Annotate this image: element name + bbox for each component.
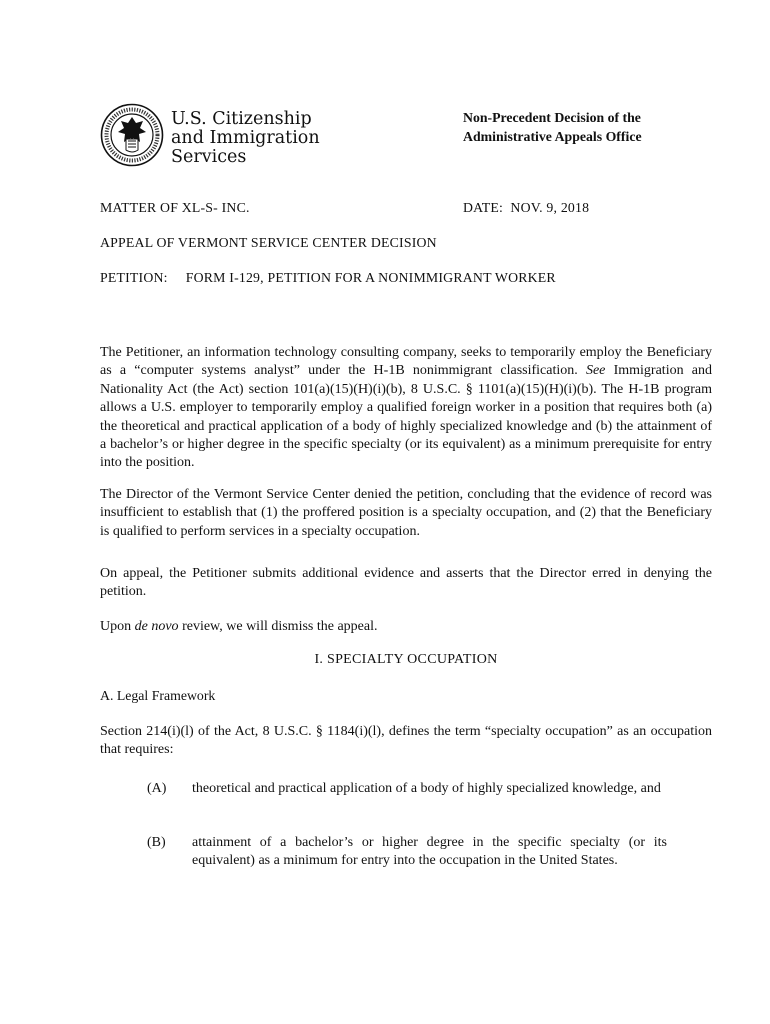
petition-line (100, 270, 556, 286)
date-label: DATE: (463, 200, 504, 215)
paragraph-intro-text-a: The Petitioner, an information technology consulting company, seeks to temporarily employ the Beneficiary as a “computer systems analyst” under the H-1B nonimmigrant classification. (100, 345, 712, 379)
agency-name (171, 110, 320, 167)
decision-type-line-2: Administrative Appeals Office (463, 129, 642, 144)
list-item-marker: (A) (147, 781, 167, 796)
disposition-text-a: Upon (100, 619, 135, 634)
paragraph-appeal: On appeal, the Petitioner submits additional evidence and asserts that the Director erred in denying the petition. (100, 566, 712, 600)
appeal-of: APPEAL OF VERMONT SERVICE CENTER DECISION (100, 235, 437, 250)
decision-type-line-1: Non-Precedent Decision of the (463, 110, 641, 125)
decision-type (463, 108, 642, 146)
paragraph-disposition (100, 618, 712, 636)
paragraph-intro-text-b: Immigration and Nationality Act (the Act) section 101(a)(15)(H)(i)(b), 8 U.S.C. § 1101(a)(15)(H)(i)(b). The H-1B program allows a U.S. employer to temporarily employ a qualified foreign worker in a position that requires both (a) the theoretical and practical application of a body of highly specialized knowledge and (b) the attainment of a bachelor’s or higher degree in the specific specialty (or its equivalent) as a minimum prerequisite for entry into the position. (100, 363, 712, 471)
agency-line-2: and Immigration (171, 128, 320, 148)
de-novo-term: de novo (134, 619, 179, 634)
paragraph-director-denial: The Director of the Vermont Service Center denied the petition, concluding that the evidence of record was insufficient to establish that (1) the proffered position is a specialty occupation, and (2) that the Beneficiary is qualified to perform services in a specialty occupation. (100, 487, 712, 539)
list-item-marker: (B) (147, 835, 166, 850)
see-signal: See (585, 363, 606, 379)
date-value: NOV. 9, 2018 (510, 200, 590, 215)
dhs-seal-icon (100, 103, 164, 167)
paragraph-definition: Section 214(i)(l) of the Act, 8 U.S.C. § 1184(i)(l), defines the term “specialty occupation” as an occupation that requires: (100, 724, 712, 758)
petition-form: FORM I-129, PETITION FOR A NONIMMIGRANT WORKER (185, 270, 556, 285)
list-item-text: theoretical and practical application of a body of highly specialized knowledge, and (192, 781, 661, 796)
decision-date (463, 200, 589, 216)
matter-of: MATTER OF XL-S- INC. (100, 200, 250, 215)
list-item-text: attainment of a bachelor’s or higher degree in the specific specialty (or its equivalent) as a minimum for entry into the occupation in the United States. (192, 835, 667, 869)
disposition-text-b: review, we will dismiss the appeal. (178, 619, 378, 634)
subsection-heading: A. Legal Framework (100, 688, 216, 703)
petition-label: PETITION: (100, 270, 168, 285)
agency-line-3: Services (171, 147, 247, 167)
section-heading: I. SPECIALTY OCCUPATION (314, 652, 498, 667)
paragraph-intro (100, 344, 712, 473)
agency-line-1: U.S. Citizenship (171, 109, 312, 129)
